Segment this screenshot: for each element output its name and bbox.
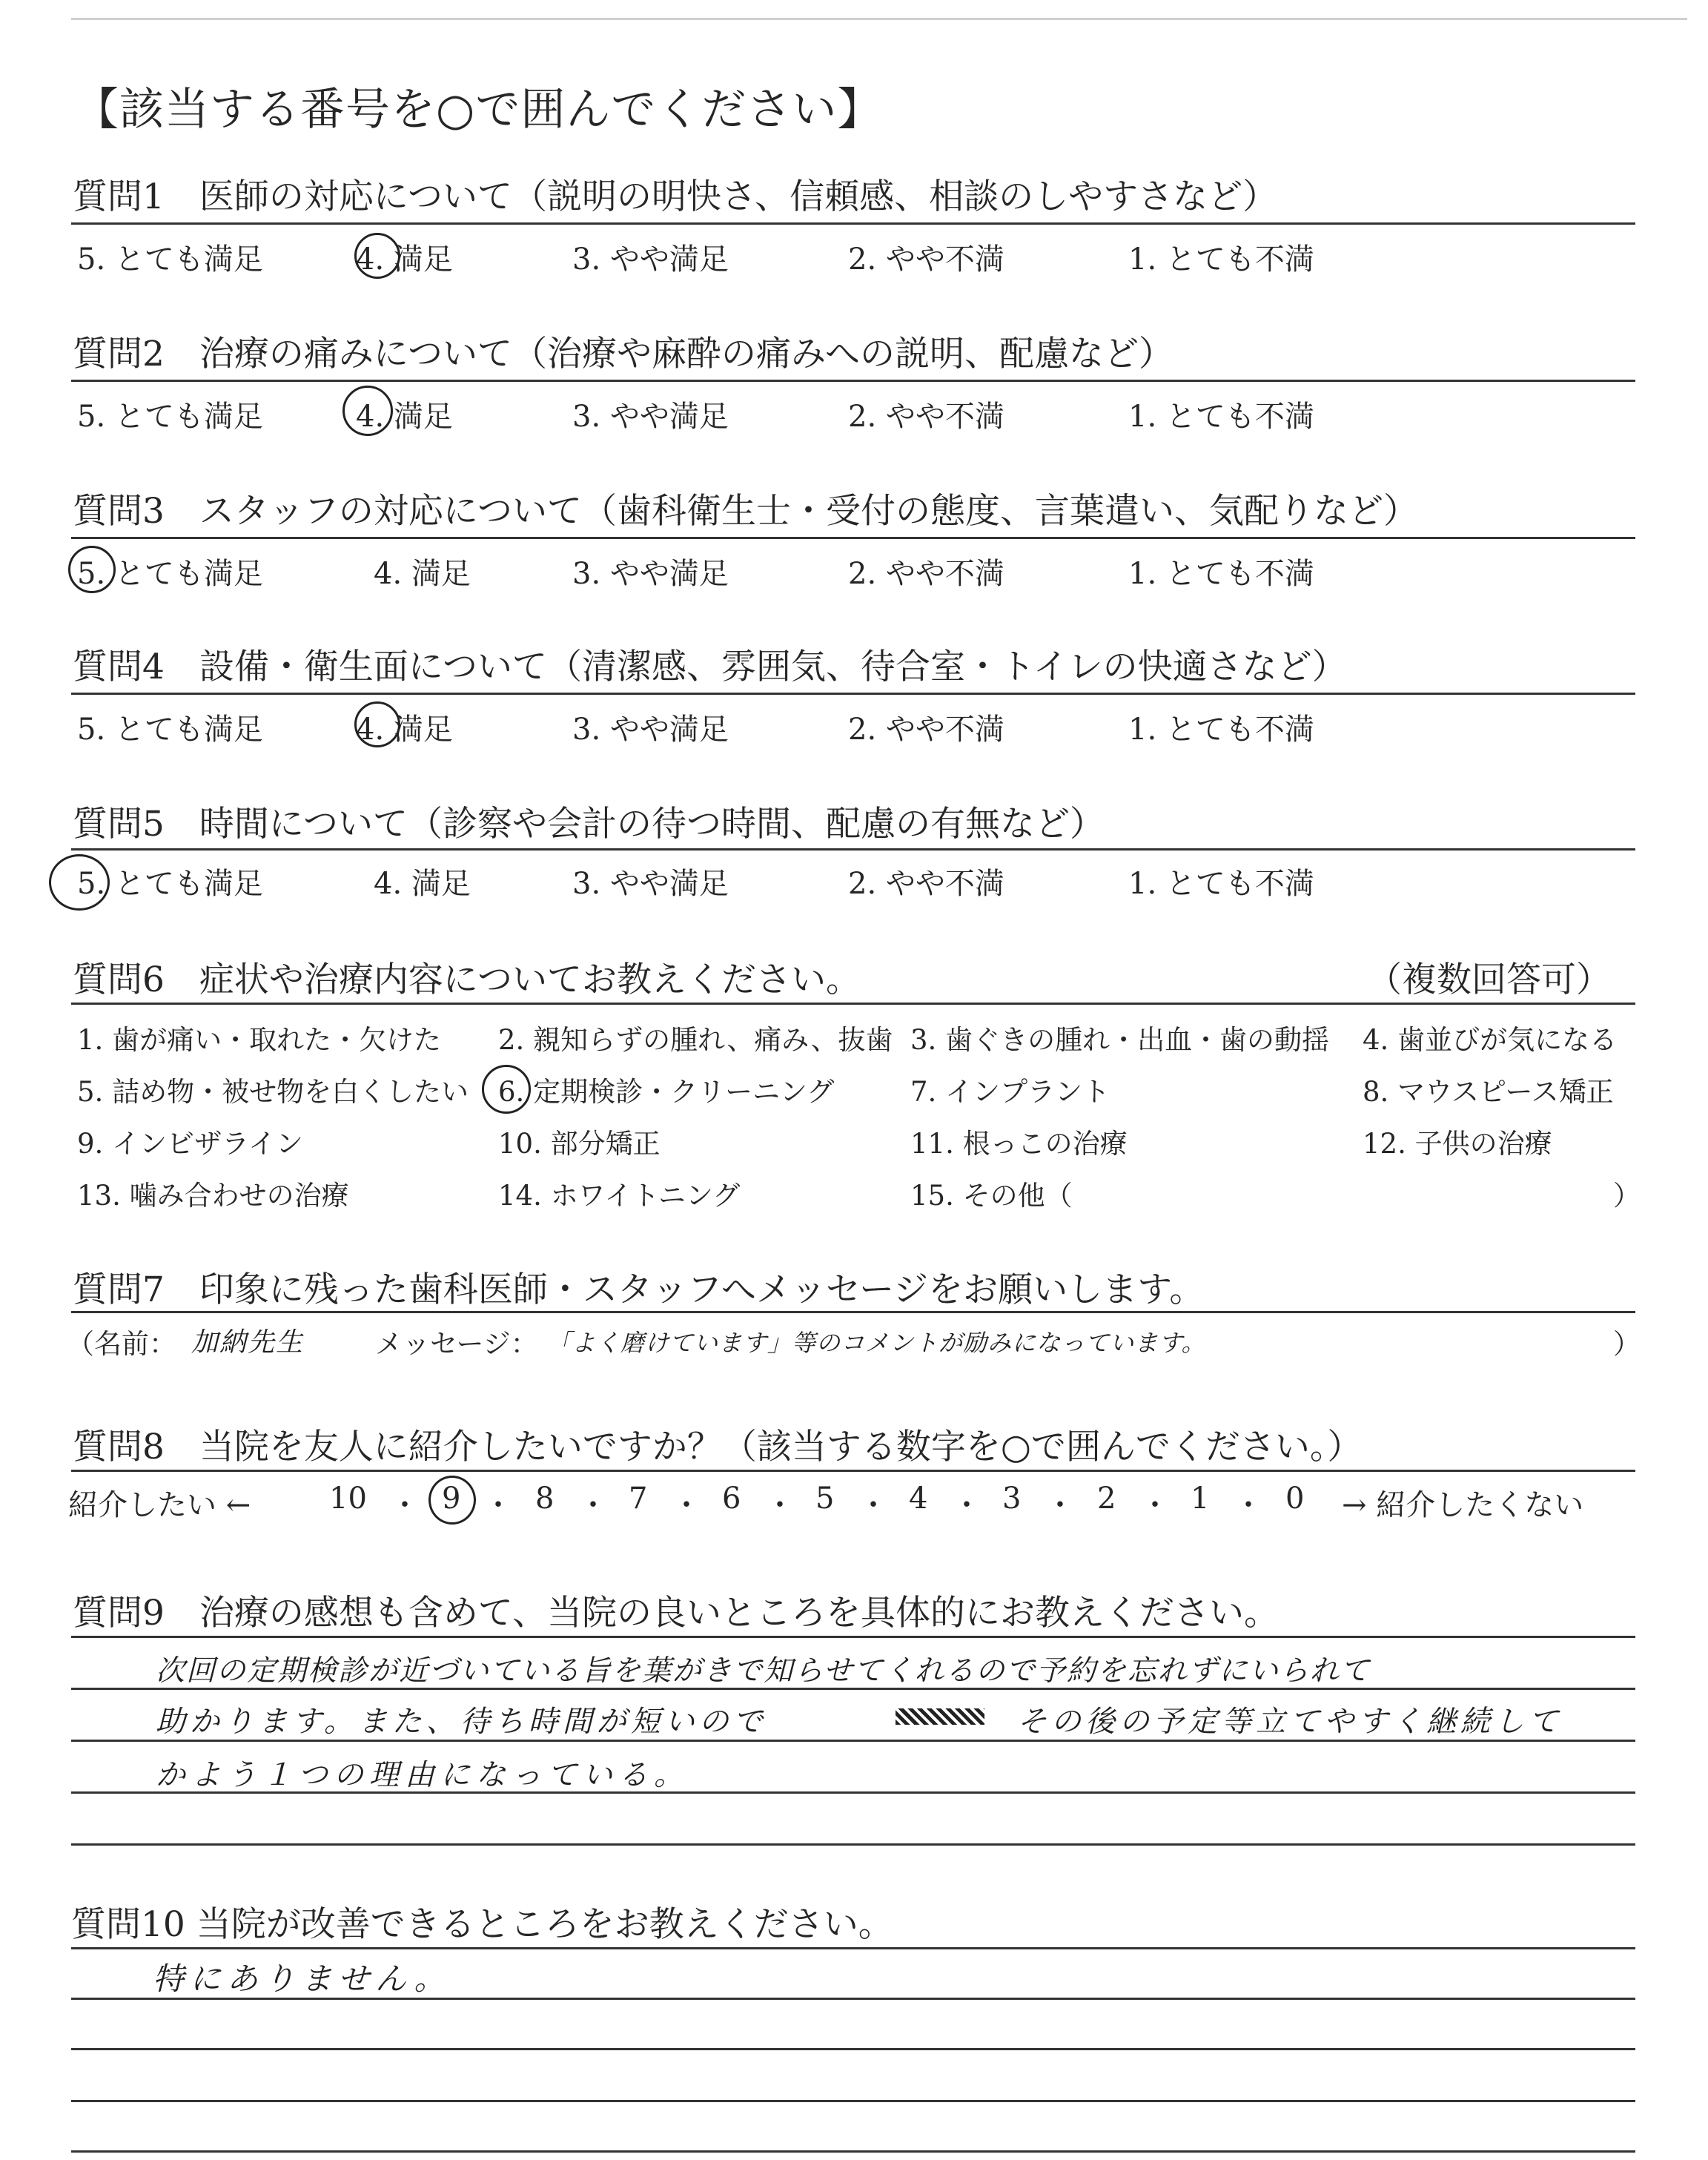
q8-score-7[interactable]: 7 bbox=[629, 1482, 648, 1516]
q8-score-6[interactable]: 6 bbox=[722, 1482, 741, 1516]
q8-score-5[interactable]: 5 bbox=[815, 1482, 835, 1516]
q2-rule bbox=[71, 380, 1635, 382]
q9-answer-line-2a: 助かります。また、待ち時間が短いので bbox=[156, 1705, 767, 1739]
q2-option-5[interactable]: 5. とても満足 bbox=[77, 400, 263, 434]
q8-score-4[interactable]: 4 bbox=[909, 1482, 928, 1516]
q8-score-2[interactable]: 2 bbox=[1097, 1482, 1116, 1516]
q9-rule-1 bbox=[71, 1636, 1635, 1638]
q7-message-label: メッセージ： bbox=[375, 1328, 538, 1360]
q6-rule bbox=[71, 1003, 1635, 1005]
q6-option-14[interactable]: 14. ホワイトニング bbox=[498, 1180, 741, 1212]
q6-title: 質問6 症状や治療内容についてお教えください。 bbox=[73, 960, 861, 1000]
q5-selection-circle bbox=[49, 854, 110, 911]
q4-option-2[interactable]: 2. やや不満 bbox=[848, 713, 1004, 747]
q4-option-1[interactable]: 1. とても不満 bbox=[1128, 713, 1314, 747]
q1-rule bbox=[71, 222, 1635, 225]
q4-title: 質問4 設備・衛生面について（清潔感、雰囲気、待合室・トイレの快適さなど） bbox=[73, 647, 1347, 687]
q5-option-5[interactable]: 5. とても満足 bbox=[77, 867, 263, 901]
q8-selection-circle bbox=[428, 1476, 476, 1525]
q8-dot: ・ bbox=[1140, 1488, 1170, 1522]
q10-answer-handwritten[interactable]: 特にありません。 bbox=[153, 1961, 451, 1997]
q6-option-5[interactable]: 5. 詰め物・被せ物を白くしたい bbox=[77, 1076, 469, 1108]
q3-option-2[interactable]: 2. やや不満 bbox=[848, 557, 1004, 591]
q3-option-3[interactable]: 3. やや満足 bbox=[572, 557, 729, 591]
q5-option-2[interactable]: 2. やや不満 bbox=[848, 867, 1004, 901]
q8-dot: ・ bbox=[672, 1488, 701, 1522]
q6-selection-circle bbox=[482, 1065, 531, 1114]
q2-option-3[interactable]: 3. やや満足 bbox=[572, 400, 729, 434]
q7-name-handwritten[interactable]: 加納先生 bbox=[191, 1327, 305, 1358]
scan-top-edge bbox=[71, 18, 1687, 20]
q8-title: 質問8 当院を友人に紹介したいですか？（該当する数字を○で囲んでください。） bbox=[73, 1427, 1363, 1467]
q1-option-3[interactable]: 3. やや満足 bbox=[572, 242, 729, 277]
q7-close-paren: ） bbox=[1613, 1328, 1641, 1360]
q3-option-4[interactable]: 4. 満足 bbox=[374, 557, 471, 591]
q5-option-3[interactable]: 3. やや満足 bbox=[572, 867, 729, 901]
q5-option-4[interactable]: 4. 満足 bbox=[374, 867, 471, 901]
q5-title: 質問5 時間について（診察や会計の待つ時間、配慮の有無など） bbox=[73, 804, 1105, 845]
q6-other-close: ） bbox=[1613, 1180, 1641, 1212]
q6-option-4[interactable]: 4. 歯並びが気になる bbox=[1363, 1024, 1618, 1056]
q8-score-3[interactable]: 3 bbox=[1002, 1482, 1022, 1516]
q3-selection-circle bbox=[68, 546, 116, 593]
q8-score-9[interactable]: 9 bbox=[442, 1482, 461, 1516]
q9-answer-line-2b: その後の予定等立てやすく継続して bbox=[1017, 1705, 1563, 1739]
q7-message-handwritten[interactable]: 「よく磨けています」等のコメントが励みになっています。 bbox=[547, 1329, 1206, 1357]
q10-rule-1 bbox=[71, 1947, 1635, 1949]
q6-option-8[interactable]: 8. マウスピース矯正 bbox=[1363, 1076, 1614, 1108]
q9-rule-5 bbox=[71, 1843, 1635, 1846]
q7-name-label: （名前： bbox=[67, 1328, 176, 1360]
q4-rule bbox=[71, 693, 1635, 695]
q3-title: 質問3 スタッフの対応について（歯科衛生士・受付の態度、言葉遣い、気配りなど） bbox=[73, 491, 1418, 532]
q8-dot: ・ bbox=[483, 1488, 513, 1522]
q8-dot: ・ bbox=[1045, 1488, 1075, 1522]
q2-selection-circle bbox=[342, 386, 393, 436]
q8-score-10[interactable]: 10 bbox=[329, 1482, 367, 1516]
q2-option-4[interactable]: 4. 満足 bbox=[356, 400, 453, 434]
q6-option-1[interactable]: 1. 歯が痛い・取れた・欠けた bbox=[77, 1024, 442, 1056]
q6-option-12[interactable]: 12. 子供の治療 bbox=[1363, 1128, 1552, 1160]
q2-option-2[interactable]: 2. やや不満 bbox=[848, 400, 1004, 434]
q6-option-13[interactable]: 13. 噛み合わせの治療 bbox=[77, 1180, 349, 1212]
q8-score-8[interactable]: 8 bbox=[535, 1482, 555, 1516]
q8-dot: ・ bbox=[1234, 1488, 1263, 1522]
q4-option-4[interactable]: 4. 満足 bbox=[356, 713, 453, 747]
q9-title: 質問9 治療の感想も含めて、当院の良いところを具体的にお教えください。 bbox=[73, 1593, 1279, 1634]
q3-option-1[interactable]: 1. とても不満 bbox=[1128, 557, 1314, 591]
q8-rule bbox=[71, 1470, 1635, 1472]
q1-selection-circle bbox=[354, 233, 400, 279]
q8-dot: ・ bbox=[765, 1488, 795, 1522]
q3-rule bbox=[71, 537, 1635, 539]
q10-title: 質問10 当院が改善できるところをお教えください。 bbox=[71, 1904, 893, 1945]
q8-score-1[interactable]: 1 bbox=[1191, 1482, 1210, 1516]
q6-option-11[interactable]: 11. 根っこの治療 bbox=[910, 1128, 1128, 1160]
q5-option-1[interactable]: 1. とても不満 bbox=[1128, 867, 1314, 901]
q7-rule bbox=[71, 1311, 1635, 1313]
q1-option-1[interactable]: 1. とても不満 bbox=[1128, 242, 1314, 277]
q9-answer-line-1: 次回の定期検診が近づいている旨を葉がきで知らせてくれるので予約を忘れずにいられて bbox=[156, 1654, 1371, 1688]
q1-option-5[interactable]: 5. とても満足 bbox=[77, 242, 263, 277]
q10-rule-4 bbox=[71, 2100, 1635, 2102]
q1-title: 質問1 医師の対応について（説明の明快さ、信頼感、相談のしやすさなど） bbox=[73, 176, 1278, 217]
q6-multiple-note: （複数回答可） bbox=[1367, 960, 1611, 1000]
q6-option-9[interactable]: 9. インビザライン bbox=[77, 1128, 303, 1160]
q2-title: 質問2 治療の痛みについて（治療や麻酔の痛みへの説明、配慮など） bbox=[73, 334, 1174, 374]
q5-rule bbox=[71, 848, 1635, 851]
q8-right-label: → 紹介したくない bbox=[1342, 1488, 1584, 1522]
q8-left-label: 紹介したい ← bbox=[68, 1488, 251, 1522]
q6-option-6[interactable]: 6. 定期検診・クリーニング bbox=[498, 1076, 835, 1108]
q9-strikethrough bbox=[896, 1708, 984, 1725]
q8-dot: ・ bbox=[858, 1488, 888, 1522]
q3-option-5[interactable]: 5. とても満足 bbox=[77, 557, 263, 591]
q9-answer-line-3: かよう１つの理由になっている。 bbox=[156, 1758, 689, 1792]
q2-option-1[interactable]: 1. とても不満 bbox=[1128, 400, 1314, 434]
q6-option-7[interactable]: 7. インプラント bbox=[910, 1076, 1110, 1108]
q4-option-5[interactable]: 5. とても満足 bbox=[77, 713, 263, 747]
q4-selection-circle bbox=[354, 701, 400, 747]
q6-option-2[interactable]: 2. 親知らずの腫れ、痛み、抜歯 bbox=[498, 1024, 893, 1056]
q6-option-10[interactable]: 10. 部分矯正 bbox=[498, 1128, 661, 1160]
q8-dot: ・ bbox=[952, 1488, 982, 1522]
q10-rule-5 bbox=[71, 2150, 1635, 2153]
q8-dot: ・ bbox=[578, 1488, 608, 1522]
q1-option-4[interactable]: 4. 満足 bbox=[356, 242, 453, 277]
q1-option-2[interactable]: 2. やや不満 bbox=[848, 242, 1004, 277]
q6-option-15[interactable]: 15. その他（ bbox=[910, 1180, 1073, 1212]
q8-score-0[interactable]: 0 bbox=[1285, 1482, 1305, 1516]
q4-option-3[interactable]: 3. やや満足 bbox=[572, 713, 729, 747]
q7-title: 質問7 印象に残った歯科医師・スタッフへメッセージをお願いします。 bbox=[73, 1269, 1205, 1310]
page-title: 【該当する番号を○で囲んでください】 bbox=[74, 84, 883, 136]
q6-option-3[interactable]: 3. 歯ぐきの腫れ・出血・歯の動揺 bbox=[910, 1024, 1330, 1056]
q10-rule-3 bbox=[71, 2048, 1635, 2050]
q8-dot: ・ bbox=[390, 1488, 420, 1522]
